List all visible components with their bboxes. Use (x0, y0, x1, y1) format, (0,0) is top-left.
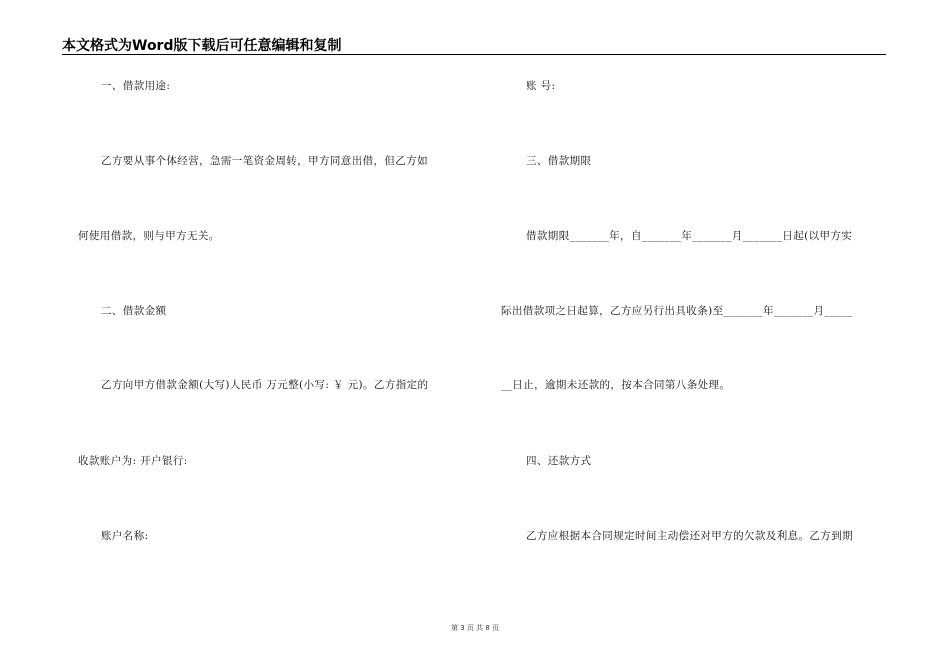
left-line-3: 何使用借款，则与甲方无关。 (78, 230, 220, 242)
left-line-7: 账户名称: (101, 530, 149, 542)
right-line-7: 乙方应根据本合同规定时间主动偿还对甲方的欠款及利息。乙方到期 (526, 530, 853, 542)
right-line-6: 四、还款方式 (526, 455, 592, 467)
right-line-4: 际出借款项之日起算，乙方应另行出具收条)至_______年_______月_____ (501, 305, 853, 317)
right-line-5: __日止，逾期未还款的，按本合同第八条处理。 (501, 379, 731, 391)
page-number: 第 3 页 共 8 页 (450, 624, 500, 632)
left-line-1: 一、借款用途: (101, 80, 171, 92)
right-line-3: 借款期限_______年，自_______年_______月_______日起(以甲方实 (526, 230, 853, 242)
left-line-5: 乙方向甲方借款金额(大写)人民币 万元整(小写: ￥ 元)。乙方指定的 (101, 379, 429, 391)
left-line-4: 二、借款金额 (101, 305, 167, 317)
left-line-6: 收款账户为: 开户银行: (78, 455, 188, 467)
right-line-1: 账 号: (526, 80, 556, 92)
page-header (62, 34, 886, 55)
left-line-2: 乙方要从事个体经营，急需一笔资金周转，甲方同意出借，但乙方如 (101, 155, 428, 167)
right-line-2: 三、借款期限 (526, 155, 592, 167)
header-title: 本文格式为Word版下载后可任意编辑和复制 (62, 38, 342, 54)
